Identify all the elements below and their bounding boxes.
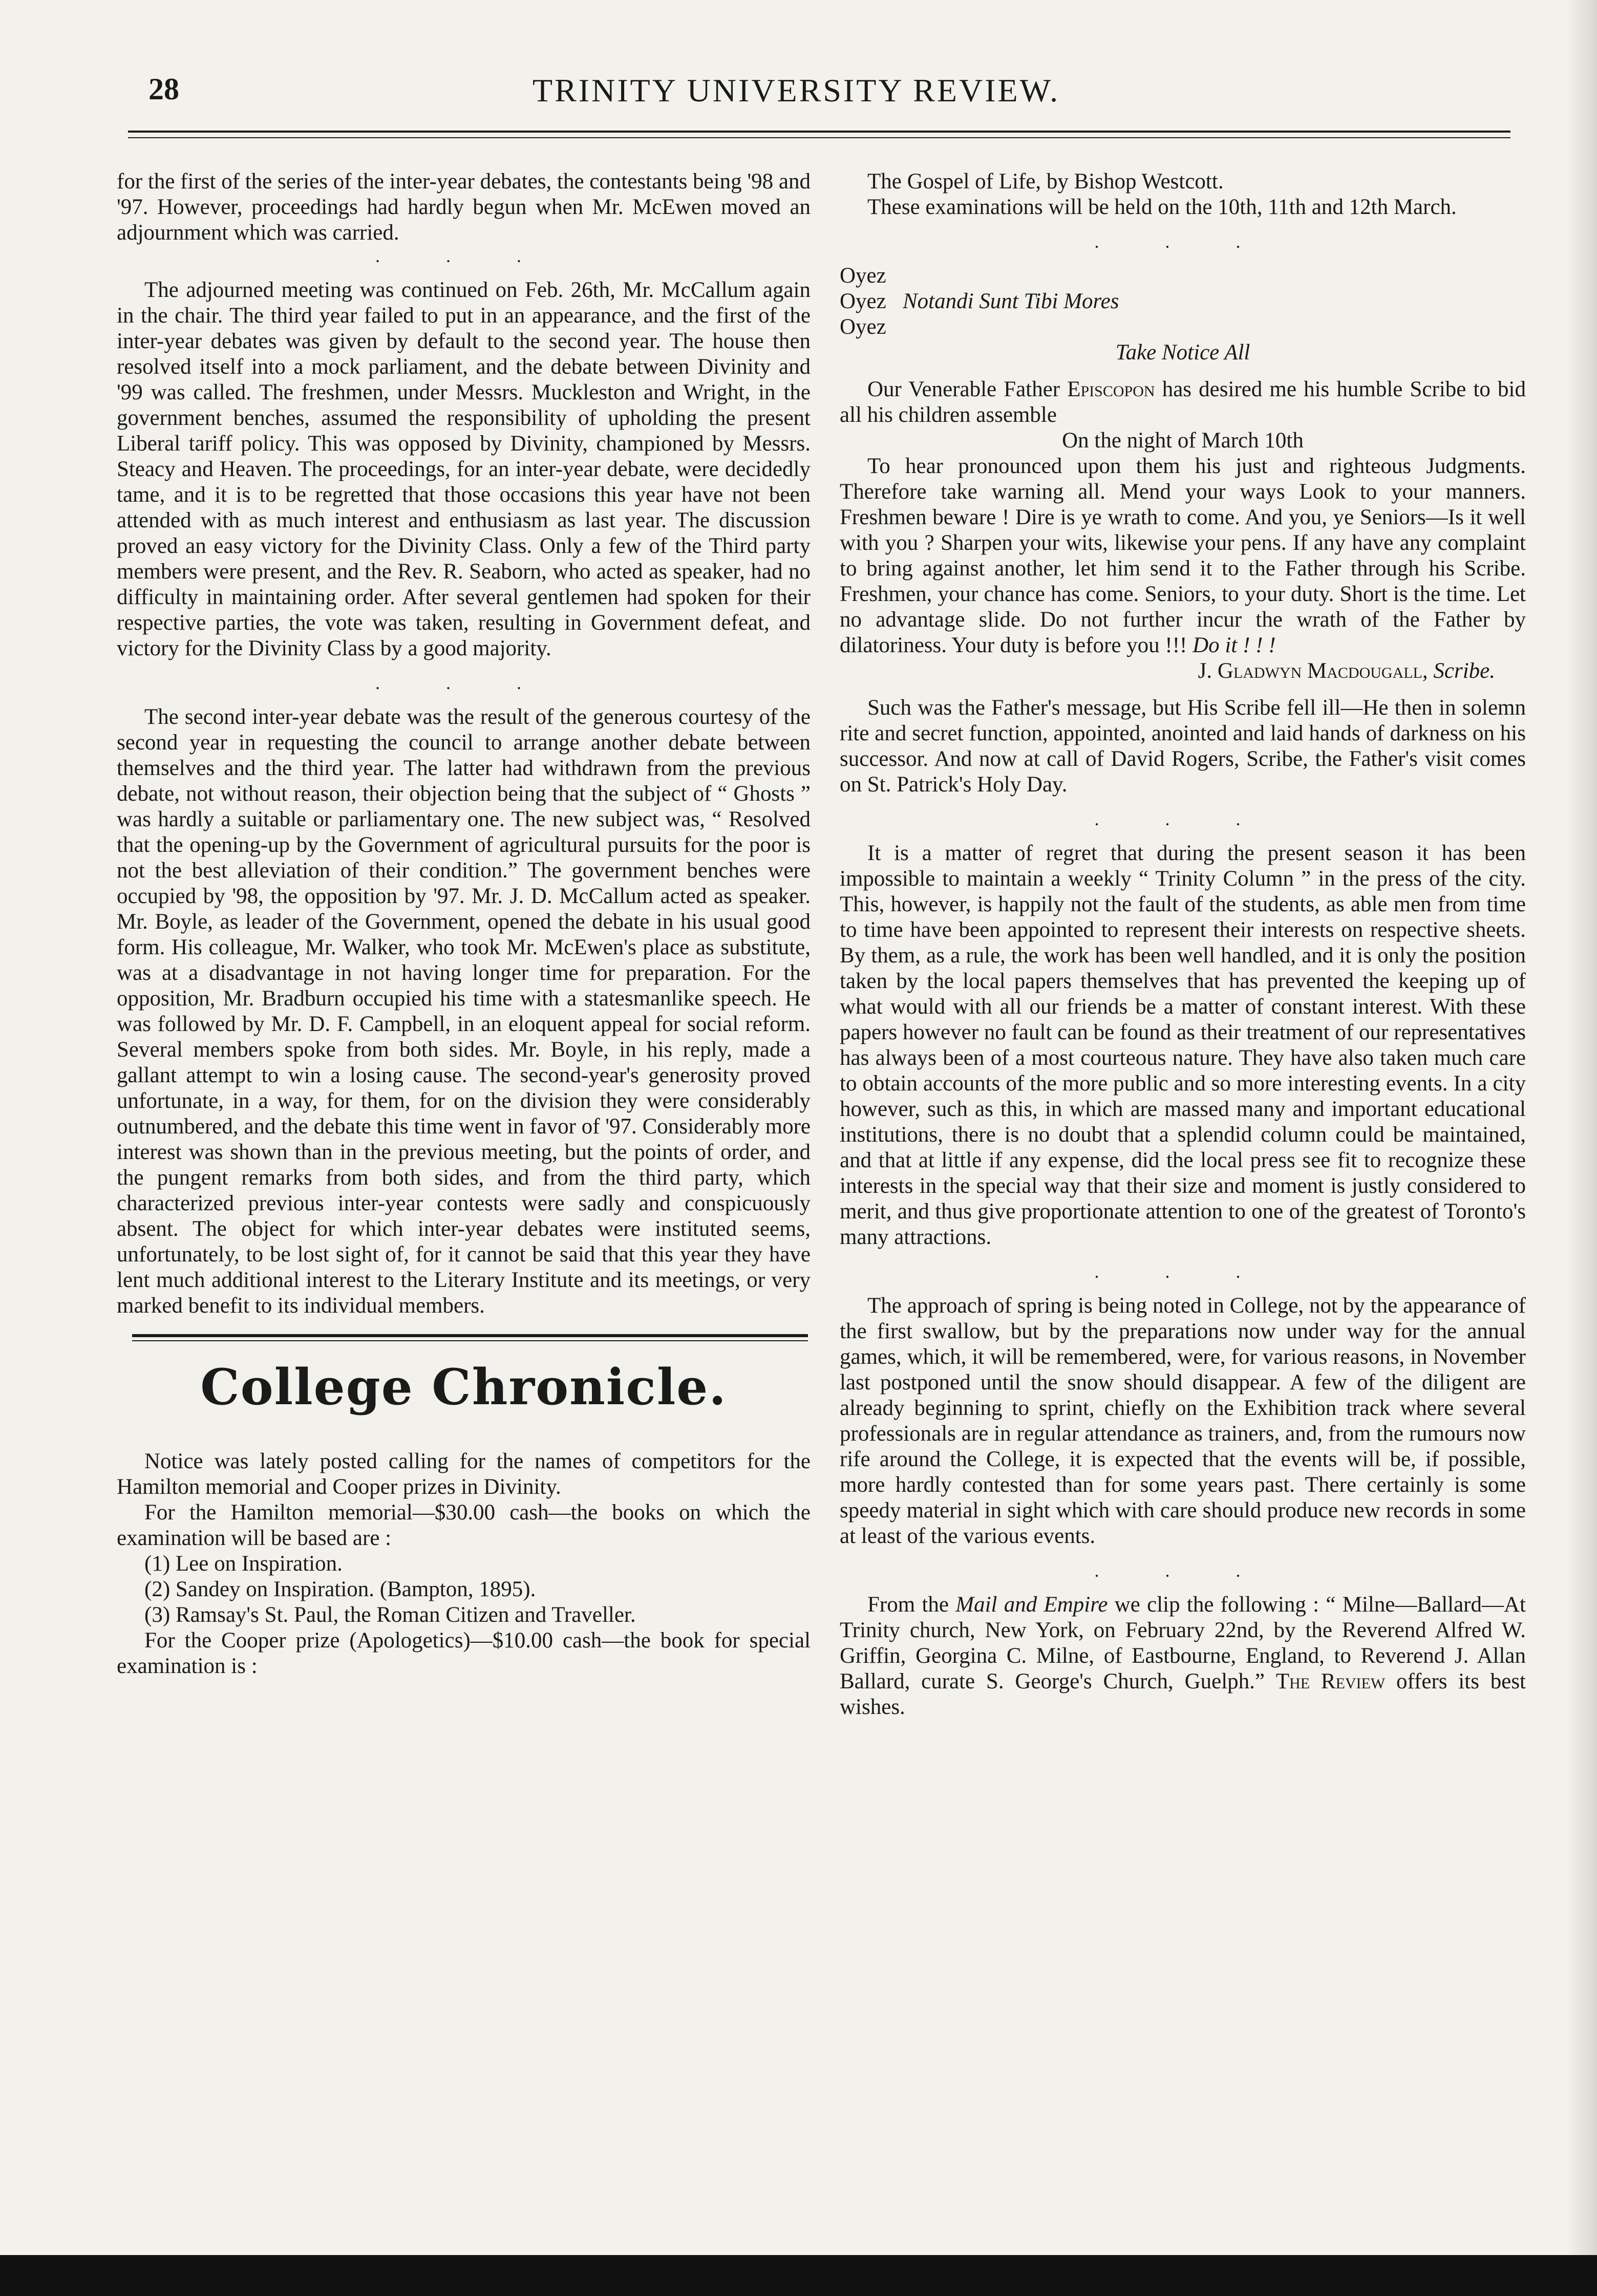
paragraph [840, 377, 1526, 428]
paragraph: The second inter-year debate was the result of the generous courtesy of the second year in requesting the council to arrange another debate between themselves and the third year. The latter had withdrawn from the previous debate, not without reason, their objection being that the subject of “ Ghosts ” was hardly a suitable or parliamentary one. The new subject was, “ Resolved that the opening-up by the Government of agricultural pursuits for the poor is not the best alleviation of their condition.” The government benches were occupied by '98, the opposition by '97. Mr. J. D. McCallum acted as speaker. Mr. Boyle, as leader of the Government, opened the debate in his usual good form. His colleague, Mr. Walker, who took Mr. McEwen's place as substitute, was at a disadvantage in not having longer time for preparation. For the opposition, Mr. Bradburn occupied his time with a statesmanlike speech. He was followed by Mr. D. F. Campbell, in an eloquent appeal for social reform. Several members spoke from both sides. Mr. Boyle, in his reply, made a gallant attempt to win a losing cause. The second-year's generosity proved unfortunate, in a way, for them, for on the division they were considerably outnumbered, and the debate this time went in favor of '97. Considerably more interest was shown than in the previous meeting, but the points of order, and the pungent remarks from both sides, and from the third party, which characterized previous inter-year contests were sadly and conspicuously absent. The object for which inter-year debates were instituted seems, unfortunately, to be lost sight of, for it cannot be said that this year they have lent much additional interest to the Literary Institute and its meetings, or very marked benefit to its individual members. [117, 705, 811, 1318]
text-run: Our Venerable Father [867, 377, 1068, 401]
list-item: (1) Lee on Inspiration. [144, 1552, 343, 1576]
text-run: we clip the following : “ Milne—Ballard—At Trinity church, New York, on February 22nd, by the Reverend Alfred W. Griffin, Georgina C. Milne, of Eastbourne, England, to Reverend J. Allan Ballard, curate S. George's Church, Guelph.” [840, 1593, 1526, 1693]
text-run: To hear pronounced upon them his just and righteous Judgments. Therefore take warning all. Mend your ways Look to your manners. Freshmen beware ! Dire is ye wrath to come. And you, ye Seniors—Is it well with you ? Sharpen your wits, likewise your pens. If any have any complaint to bring against another, let him send it to the Father through his Scribe. Freshmen, your chance has come. Seniors, to your duty. Short is the time. Let no advantage slide. Do not further incur the wrath of the Father by dilatoriness. Your duty is before you !!! [840, 454, 1526, 657]
motto: Notandi Sunt Tibi Mores [902, 289, 1119, 313]
oyez-line: Oyez [840, 264, 886, 288]
paragraph: For the Cooper prize (Apologetics)—$10.00 cash—the book for special examination is : [117, 1628, 811, 1678]
paragraph: It is a matter of regret that during the present season it has been impossible to maintain a weekly “ Trinity Column ” in the press of the city. This, however, is happily not the fault of the students, as able men from time to time have been appointed to represent their interests on respective sheets. By them, as a rule, the work has been well handled, and it is only the position taken by the local papers themselves that has prevented the keeping up of what would with all our friends be a matter of constant interest. With these papers however no fault can be found as their treatment of our representatives has always been of a most courteous nature. They have also taken much care to obtain accounts of the more public and so more interesting events. In a city however, such as this, in which are massed many and important educational institutions, there is no doubt that a splendid column could be maintained, and that at little if any expense, did the local press see fit to recognize these interests in the special way that their size and moment is justly considered to merit, and thus give proportionate attention to one of the greatest of Toronto's many attractions. [840, 841, 1526, 1249]
header-rule [128, 131, 1510, 133]
left-column [117, 169, 811, 1679]
text-run: has desired me his humble Scribe to bid all his children assemble [840, 377, 1526, 427]
section-rule [132, 1334, 808, 1337]
paragraph: These examinations will be held on the 10th, 11th and 12th March. [867, 195, 1457, 219]
take-notice: Take Notice All [1115, 340, 1250, 364]
list-item: (3) Ramsay's St. Paul, the Roman Citizen and Traveller. [144, 1603, 636, 1627]
signature-name: J. Gladwyn Macdougall, [1198, 659, 1428, 683]
review-name: Review [1321, 1669, 1386, 1693]
text-run: From the [867, 1593, 956, 1617]
oyez-word: Oyez [840, 289, 886, 313]
page-header [143, 67, 1526, 128]
paragraph: The adjourned meeting was continued on Feb. 26th, Mr. McCallum again in the chair. The third year failed to put in an appearance, and the first of the inter-year debates was given by default to the second year. The house then resolved itself into a mock parliament, and the debate between Divinity and '99 was called. The freshmen, under Messrs. Muckleston and Wright, in the government benches, assumed the responsibility of upholding the present Liberal tariff policy. This was opposed by Divinity, championed by Messrs. Steacy and Heaven. The proceedings, for an inter-year debate, were decidedly tame, and it is to be regretted that those occasions this year have not been attended with as much interest and enthusiasm as last year. The discussion proved an easy victory for the Divinity Class. Only a few of the Third party members were present, and the Rev. R. Seaborn, who acted as speaker, had no difficulty in maintaining order. After several gentlemen had spoken for their respective parties, the vote was taken, resulting in Government defeat, and victory for the Divinity Class by a good majority. [117, 278, 811, 660]
list-item: (2) Sandey on Inspiration. (Bampton, 1895). [144, 1577, 536, 1601]
paragraph: The approach of spring is being noted in College, not by the appearance of the first swallow, but by the preparations now under way for the annual games, which, it will be remembered, were, for various reasons, in November last postponed until the snow should disappear. A few of the diligent are already beginning to sprint, chiefly on the Exhibition track where several professionals are in regular attendance as trainers, and, from the rumours now rife around the College, it is expected that the events will be, if possible, more hardly contested than for some years past. There certainly is some speedy material in sight which with care should produce new records in some at least of the various events. [840, 1294, 1526, 1548]
paragraph: Such was the Father's message, but His Scribe fell ill—He then in solemn rite and secret function, appointed, anointed and laid hands of darkness on his successor. And now at call of David Rogers, Scribe, the Father's visit comes on St. Patrick's Holy Day. [840, 696, 1526, 797]
section-dots: . . . [1094, 809, 1271, 829]
scan-border [0, 2255, 1597, 2296]
paragraph: for the first of the series of the inter-year debates, the contestants being '98 and '97. However, proceedings had hardly begun when Mr. McEwen moved an adjournment which was carried. [117, 169, 811, 245]
right-column [840, 169, 1526, 1720]
page-number: 28 [148, 72, 179, 106]
section-dots: . . . [1094, 1261, 1271, 1282]
newspaper-name: Mail and Empire [955, 1593, 1108, 1617]
section-dots: . . . [1094, 231, 1271, 252]
paragraph [840, 1592, 1526, 1720]
signature [840, 658, 1526, 684]
signature-role: Scribe. [1433, 659, 1495, 683]
section-dots: . . . [375, 673, 552, 693]
section-dots: . . . [375, 246, 552, 266]
journal-title: TRINITY UNIVERSITY REVIEW. [533, 72, 1060, 109]
text-run: offers its best wishes. [840, 1669, 1526, 1719]
night-line: On the night of March 10th [1062, 428, 1304, 453]
paragraph: The Gospel of Life, by Bishop Westcott. [867, 169, 1224, 194]
paragraph: Notice was lately posted calling for the names of competitors for the Hamilton memorial and Cooper prizes in Divinity. [117, 1449, 811, 1499]
section-rule-thin [132, 1340, 808, 1341]
paragraph: For the Hamilton memorial—$30.00 cash—the books on which the examination will be based are : [117, 1500, 811, 1550]
paragraph [840, 454, 1526, 658]
section-dots: . . . [1094, 1560, 1271, 1581]
header-rule-thin [128, 137, 1510, 138]
oyez-line: Oyez [840, 315, 886, 339]
do-it: Do it ! ! ! [1193, 633, 1276, 657]
oyez-line [840, 289, 1526, 314]
page-edge-shadow [1566, 0, 1597, 2296]
episcopon-name: Episcopon [1067, 377, 1155, 401]
section-heading: College Chronicle. [200, 1358, 727, 1416]
text-run: The [1275, 1669, 1310, 1693]
